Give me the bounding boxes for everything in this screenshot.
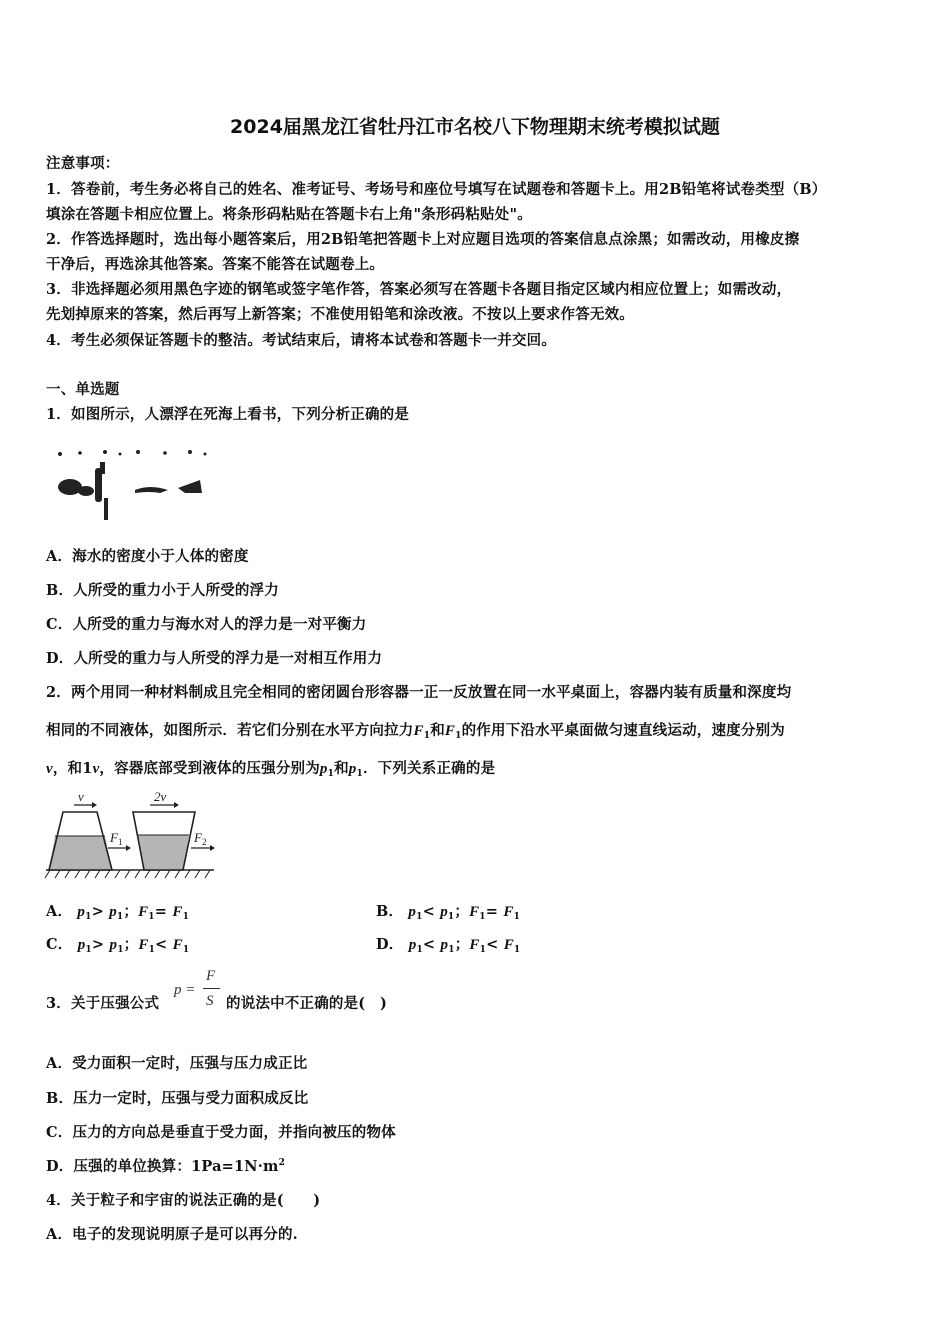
q1-option-c: C．人所受的重力与海水对人的浮力是一对平衡力 — [46, 616, 367, 633]
notice-line: 1．答卷前，考生务必将自己的姓名、准考证号、考场号和座位号填写在试题卷和答题卡上。用2B铅笔将试卷类型（B） — [46, 181, 827, 198]
q3-option-b: B．压力一定时，压强与受力面积成反比 — [46, 1090, 309, 1107]
section-heading: 一、单选题 — [46, 381, 120, 398]
q2-option-b: B． $p_1< p_1$；$F_1= F_1$ — [376, 903, 521, 922]
q3-option-c: C．压力的方向总是垂直于受力面，并指向被压的物体 — [46, 1124, 396, 1141]
q4-option-a: A．电子的发现说明原子是可以再分的. — [46, 1226, 298, 1243]
q2-option-c: C． $p_1> p_1$；$F_1< F_1$ — [46, 936, 190, 955]
fraction-bar — [203, 988, 220, 989]
q2-option-d: D． $p_1< p_1$；$F_1< F_1$ — [376, 936, 521, 955]
q3-option-d: D．压强的单位换算：$1Pa=1N\cdot m^2$ — [46, 1158, 286, 1175]
page-title: 2024届黑龙江省牡丹江市名校八下物理期末统考模拟试题 — [230, 116, 720, 138]
notice-line: 干净后，再选涂其他答案。答案不能答在试题卷上。 — [46, 256, 385, 273]
label-2v: 2v — [154, 790, 167, 804]
q3-stem-a: 3．关于压强公式 — [46, 995, 160, 1012]
containers-figure — [44, 790, 216, 885]
label-f1: F — [110, 830, 118, 845]
notice-heading: 注意事项： — [46, 155, 120, 172]
label-f2: F — [194, 830, 202, 845]
q3-option-a: A．受力面积一定时，压强与压力成正比 — [46, 1055, 308, 1072]
formula-numerator: F — [206, 968, 216, 984]
q2-stem-line2: 相同的不同液体，如图所示．若它们分别在水平方向拉力$F_1$和$F_1$的作用下沿水平桌面做匀速直线运动，速度分别为 — [46, 722, 785, 741]
q1-option-a: A．海水的密度小于人体的密度 — [46, 548, 249, 565]
q2-option-a: A． $p_1> p_1$；$F_1= F_1$ — [46, 903, 190, 922]
notice-line: 2．作答选择题时，选出每小题答案后，用2B铅笔把答题卡上对应题目选项的答案信息点涂黑；如需改动，用橡皮擦 — [46, 231, 800, 248]
dead-sea-floating-image — [50, 440, 215, 525]
q4-stem: 4．关于粒子和宇宙的说法正确的是( ) — [46, 1192, 321, 1209]
notice-line: 4．考生必须保证答题卡的整洁。考试结束后，请将本试卷和答题卡一并交回。 — [46, 332, 557, 349]
q2-stem-line3: v，和1v，容器底部受到液体的压强分别为$p_1$和$p_1$．下列关系正确的是 — [46, 760, 496, 779]
formula-denominator: S — [206, 993, 214, 1009]
q3-stem-b: 的说法中不正确的是( ) — [226, 995, 388, 1012]
notice-line: 3．非选择题必须用黑色字迹的钢笔或签字笔作答，答案必须写在答题卡各题目指定区域内相应位置上；如需改动， — [46, 281, 792, 298]
formula-lhs: p = — [174, 982, 196, 998]
q2-stem-line1: 2．两个用同一种材料制成且完全相同的密闭圆台形容器一正一反放置在同一水平桌面上，容器内装有质量和深度均 — [46, 684, 792, 701]
label-f1-sub: 1 — [118, 837, 123, 847]
label-v: v — [78, 790, 84, 804]
notice-line: 填涂在答题卡相应位置上。将条形码粘贴在答题卡右上角"条形码粘贴处"。 — [46, 206, 532, 223]
label-f2-sub: 2 — [202, 837, 207, 847]
q1-stem: 1．如图所示，人漂浮在死海上看书，下列分析正确的是 — [46, 406, 410, 423]
q1-option-b: B．人所受的重力小于人所受的浮力 — [46, 582, 279, 599]
notice-line: 先划掉原来的答案，然后再写上新答案；不准使用铅笔和涂改液。不按以上要求作答无效。 — [46, 306, 634, 323]
q1-option-d: D．人所受的重力与人所受的浮力是一对相互作用力 — [46, 650, 383, 667]
